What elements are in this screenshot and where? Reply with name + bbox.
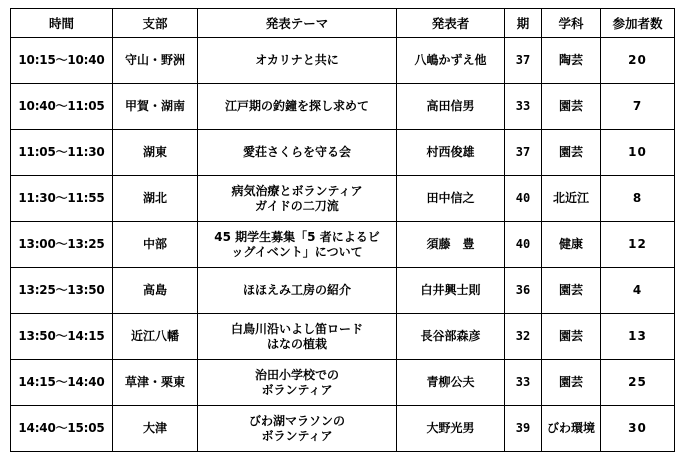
theme-line: ボランティア	[261, 428, 333, 443]
header-time: 時間	[11, 9, 113, 38]
cell-dept: 園芸	[542, 268, 601, 314]
schedule-table	[10, 8, 675, 452]
cell-term: 37	[505, 38, 542, 84]
cell-branch: 草津・栗東	[113, 360, 198, 406]
cell-presenter: 田中信之	[397, 176, 505, 222]
cell-theme	[198, 360, 397, 406]
cell-term: 36	[505, 268, 542, 314]
cell-presenter: 長谷部森彦	[397, 314, 505, 360]
header-theme: 発表テーマ	[198, 9, 397, 38]
table-row	[11, 314, 675, 360]
cell-presenter: 白井興士則	[397, 268, 505, 314]
cell-dept: 健康	[542, 222, 601, 268]
theme-line: オカリナと共に	[255, 53, 339, 67]
cell-time: 13:50～14:15	[11, 314, 113, 360]
cell-count: 12	[601, 222, 675, 268]
theme-line: 愛荘さくらを守る会	[242, 145, 351, 159]
cell-time: 14:15～14:40	[11, 360, 113, 406]
header-dept: 学科	[542, 9, 601, 38]
cell-dept: 園芸	[542, 314, 601, 360]
cell-branch: 甲賀・湖南	[113, 84, 198, 130]
table-row	[11, 406, 675, 452]
header-branch: 支部	[113, 9, 198, 38]
cell-dept: 園芸	[542, 84, 601, 130]
cell-branch: 湖北	[113, 176, 198, 222]
theme-line: 白鳥川沿いよし笛ロード	[230, 321, 363, 336]
cell-dept: 園芸	[542, 130, 601, 176]
cell-presenter: 須藤 豊	[397, 222, 505, 268]
header-term: 期	[505, 9, 542, 38]
cell-time: 10:40～11:05	[11, 84, 113, 130]
cell-theme	[198, 222, 397, 268]
cell-dept: 園芸	[542, 360, 601, 406]
table-row	[11, 222, 675, 268]
cell-branch: 湖東	[113, 130, 198, 176]
cell-theme	[198, 176, 397, 222]
cell-count: 8	[601, 176, 675, 222]
table-row	[11, 130, 675, 176]
cell-term: 40	[505, 176, 542, 222]
cell-count: 10	[601, 130, 675, 176]
cell-presenter: 八嶋かずえ他	[397, 38, 505, 84]
table-row	[11, 268, 675, 314]
theme-line: 45 期学生募集「5 者によるビ	[214, 229, 380, 244]
cell-presenter: 青柳公夫	[397, 360, 505, 406]
cell-count: 25	[601, 360, 675, 406]
cell-theme	[198, 38, 397, 84]
cell-theme	[198, 130, 397, 176]
cell-time: 10:15～10:40	[11, 38, 113, 84]
cell-presenter: 村西俊雄	[397, 130, 505, 176]
cell-term: 32	[505, 314, 542, 360]
cell-time: 11:05～11:30	[11, 130, 113, 176]
cell-count: 30	[601, 406, 675, 452]
theme-line: ボランティア	[261, 382, 333, 397]
theme-line: びわ湖マラソンの	[248, 413, 345, 428]
theme-line: 江戸期の釣鐘を探し求めて	[224, 99, 369, 113]
cell-dept: 陶芸	[542, 38, 601, 84]
cell-theme	[198, 406, 397, 452]
cell-presenter: 高田信男	[397, 84, 505, 130]
cell-branch: 大津	[113, 406, 198, 452]
cell-theme	[198, 84, 397, 130]
cell-term: 33	[505, 360, 542, 406]
table-row	[11, 360, 675, 406]
cell-theme	[198, 268, 397, 314]
cell-term: 37	[505, 130, 542, 176]
cell-branch: 近江八幡	[113, 314, 198, 360]
cell-term: 33	[505, 84, 542, 130]
cell-dept: びわ環境	[542, 406, 601, 452]
table-row	[11, 176, 675, 222]
theme-line: はなの植栽	[266, 336, 327, 351]
cell-branch: 中部	[113, 222, 198, 268]
cell-term: 39	[505, 406, 542, 452]
cell-term: 40	[505, 222, 542, 268]
theme-line: ほほえみ工房の紹介	[242, 283, 351, 297]
cell-presenter: 大野光男	[397, 406, 505, 452]
table-row	[11, 38, 675, 84]
header-count: 参加者数	[601, 9, 675, 38]
cell-count: 7	[601, 84, 675, 130]
theme-line: 治田小学校での	[254, 367, 339, 382]
header-row	[11, 9, 675, 38]
cell-theme	[198, 314, 397, 360]
theme-line: ッグイベント」について	[231, 244, 363, 259]
table-row	[11, 84, 675, 130]
cell-dept: 北近江	[542, 176, 601, 222]
cell-branch: 守山・野洲	[113, 38, 198, 84]
cell-time: 13:00～13:25	[11, 222, 113, 268]
cell-count: 13	[601, 314, 675, 360]
header-presenter: 発表者	[397, 9, 505, 38]
cell-time: 13:25～13:50	[11, 268, 113, 314]
theme-line: 病気治療とボランティア	[231, 183, 363, 198]
cell-branch: 高島	[113, 268, 198, 314]
cell-time: 14:40～15:05	[11, 406, 113, 452]
theme-line: ガイドの二刀流	[255, 198, 339, 213]
cell-count: 4	[601, 268, 675, 314]
cell-time: 11:30～11:55	[11, 176, 113, 222]
cell-count: 20	[601, 38, 675, 84]
